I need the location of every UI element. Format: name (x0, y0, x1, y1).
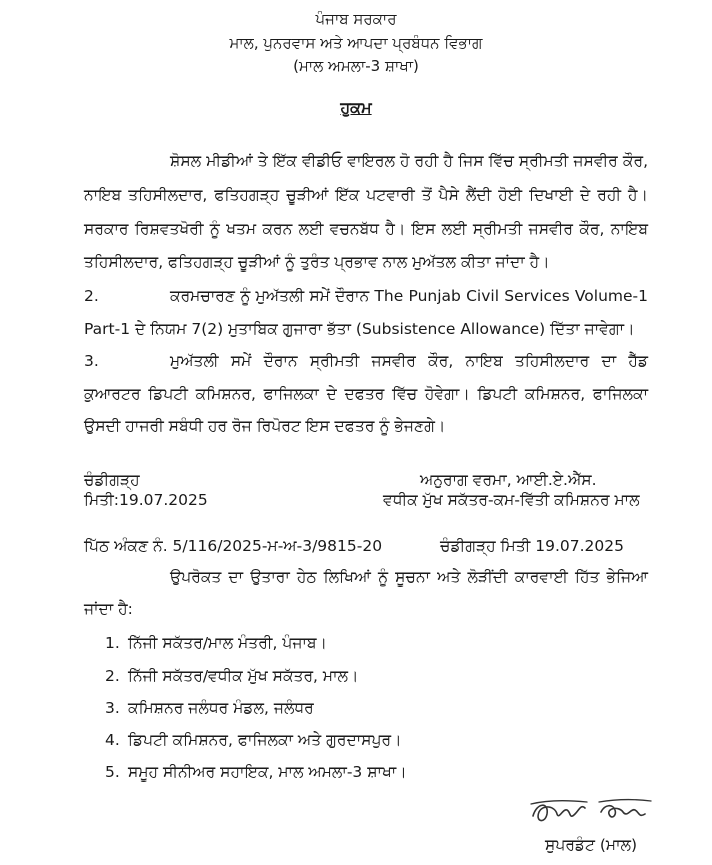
para3-line2: ਕੁਆਰਟਰ ਡਿਪਟੀ ਕਮਿਸ਼ਨਰ, ਫਾਜਿਲਕਾ ਦੇ ਦਫਤਰ ਵਿੱਚ ਹੋਵੇਗਾ। ਡਿਪਟੀ ਕਮਿਸ਼ਨਰ, ਫਾਜਿਲਕਾ (84, 385, 648, 403)
para2-line1: ਕਰਮਚਾਰਣ ਨੂੰ ਮੁਅੱਤਲੀ ਸਮੇਂ ਦੌਰਾਨ The Punjab Civil Services Volume-1 (170, 287, 648, 305)
copy-intro-line1: ਉਪਰੋਕਤ ਦਾ ਉਤਾਰਾ ਹੇਠ ਲਿਖਿਆਂ ਨੂੰ ਸੂਚਨਾ ਅਤੇ ਲੋੜੀਂਦੀ ਕਾਰਵਾਈ ਹਿੱਤ ਭੇਜਿਆ (170, 568, 648, 586)
superintendent-designation: ਸੁਪਰਡੰਟ (ਮਾਲ) (545, 836, 638, 854)
recipient-number: 3. (105, 699, 120, 717)
place-left: ਚੰਡੀਗੜ੍ਹ (84, 471, 140, 489)
handwritten-signature (527, 792, 657, 832)
para3-line3: ਉਸਦੀ ਹਾਜਰੀ ਸਬੰਧੀ ਹਰ ਰੋਜ ਰਿਪੋਰਟ ਇਸ ਦਫਤਰ ਨੂੰ ਭੇਜਣਗੇ। (84, 417, 446, 435)
header-department: ਮਾਲ, ਪੁਨਰਵਾਸ ਅਤੇ ਆਪਦਾ ਪ੍ਰਬੰਧਨ ਵਿਭਾਗ (229, 34, 483, 52)
recipient-number: 4. (105, 731, 120, 749)
header-government: ਪੰਜਾਬ ਸਰਕਾਰ (315, 10, 397, 28)
para1-line4: ਤਹਿਸੀਲਦਾਰ, ਫਤਿਹਗੜ੍ਹ ਚੂੜੀਆਂ ਨੂੰ ਤੁਰੰਤ ਪ੍ਰਭਾਵ ਨਾਲ ਮੁਅੱਤਲ ਕੀਤਾ ਜਾਂਦਾ ਹੈ। (84, 253, 550, 271)
document-title: ਹੁਕਮ (340, 98, 372, 117)
recipient-number: 1. (105, 634, 120, 652)
signatory-designation: ਵਧੀਕ ਮੁੱਖ ਸਕੱਤਰ-ਕਮ-ਵਿੱਤੀ ਕਮਿਸ਼ਨਰ ਮਾਲ (383, 491, 640, 509)
header-branch: (ਮਾਲ ਅਮਲਾ-3 ਸ਼ਾਖਾ) (293, 57, 419, 75)
para1-line1: ਸ਼ੋਸਲ ਮੀਡੀਆਂ ਤੇ ਇੱਕ ਵੀਡੀਓ ਵਾਇਰਲ ਹੋ ਰਹੀ ਹੈ ਜਿਸ ਵਿੱਚ ਸ੍ਰੀਮਤੀ ਜਸਵੀਰ ਕੌਰ, (170, 152, 648, 170)
date-left: ਮਿਤੀ:19.07.2025 (84, 491, 208, 509)
endorsement-date: ਚੰਡੀਗੜ੍ਹ ਮਿਤੀ 19.07.2025 (440, 537, 624, 555)
recipient-text: ਨਿੱਜੀ ਸਕੱਤਰ/ਵਧੀਕ ਮੁੱਖ ਸਕੱਤਰ, ਮਾਲ। (128, 667, 359, 685)
para3-line1: ਮੁਅੱਤਲੀ ਸਮੇਂ ਦੌਰਾਨ ਸ੍ਰੀਮਤੀ ਜਸਵੀਰ ਕੌਰ, ਨਾਇਬ ਤਹਿਸੀਲਦਾਰ ਦਾ ਹੈੱਡ (170, 352, 648, 370)
recipient-number: 5. (105, 763, 120, 781)
recipient-text: ਨਿੱਜੀ ਸਕੱਤਰ/ਮਾਲ ਮੰਤਰੀ, ਪੰਜਾਬ। (128, 634, 327, 652)
recipient-number: 2. (105, 667, 120, 685)
para1-line2: ਨਾਇਬ ਤਹਿਸੀਲਦਾਰ, ਫਤਿਹਗੜ੍ਹ ਚੂੜੀਆਂ ਇੱਕ ਪਟਵਾਰੀ ਤੋਂ ਪੈਸੇ ਲੈਂਦੀ ਹੋਈ ਦਿਖਾਈ ਦੇ ਰਹੀ ਹੈ। (84, 186, 648, 204)
copy-intro-line2: ਜਾਂਦਾ ਹੈ: (84, 600, 133, 618)
recipient-text: ਕਮਿਸ਼ਨਰ ਜਲੰਧਰ ਮੰਡਲ, ਜਲੰਧਰ (128, 699, 314, 717)
para2-number: 2. (84, 287, 99, 305)
para1-line3: ਸਰਕਾਰ ਰਿਸ਼ਵਤਖੋਰੀ ਨੂੰ ਖਤਮ ਕਰਨ ਲਈ ਵਚਨਬੱਧ ਹੈ। ਇਸ ਲਈ ਸ੍ਰੀਮਤੀ ਜਸਵੀਰ ਕੌਰ, ਨਾਇਬ (84, 220, 648, 238)
para3-number: 3. (84, 352, 99, 370)
recipient-text: ਡਿਪਟੀ ਕਮਿਸ਼ਨਰ, ਫਾਜਿਲਕਾ ਅਤੇ ਗੁਰਦਾਸਪੁਰ। (128, 731, 402, 749)
para2-line2: Part-1 ਦੇ ਨਿਯਮ 7(2) ਮੁਤਾਬਿਕ ਗੁਜਾਰਾ ਭੱਤਾ (Subsistence Allowance) ਦਿੱਤਾ ਜਾਵੇਗਾ। (84, 320, 635, 338)
recipient-text: ਸਮੂਹ ਸੀਨੀਅਰ ਸਹਾਇਕ, ਮਾਲ ਅਮਲਾ-3 ਸ਼ਾਖਾ। (128, 763, 407, 781)
signatory-name: ਅਨੁਰਾਗ ਵਰਮਾ, ਆਈ.ਏ.ਐੱਸ. (420, 471, 597, 489)
endorsement-number: ਪਿੱਠ ਅੰਕਣ ਨੰ. 5/116/2025-ਮ-ਅ-3/9815-20 (84, 537, 383, 555)
